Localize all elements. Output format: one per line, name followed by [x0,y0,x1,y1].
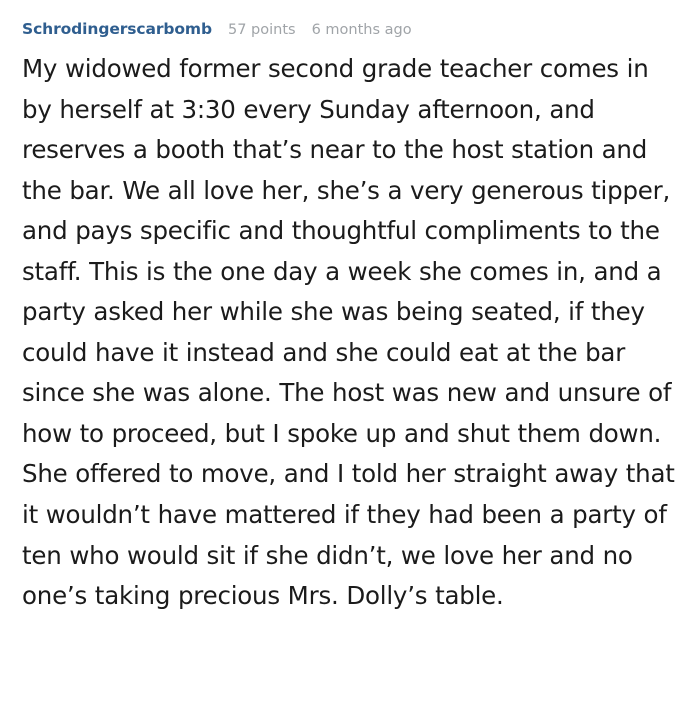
comment-points: 57 points [227,22,296,38]
comment-body-text: My widowed former second grade teacher comes in by herself at 3:30 every Sunday afternoon, and reserves a booth that’s near to the host station and the bar. We all love her, she’s a very generous tipper, and pays specific and thoughtful compliments to the staff. This is the one day a week she comes in, and a party asked her while she was being seated, if they could have it instead and she could eat at the bar since she was alone. The host was new and unsure of how to proceed, but I spoke up and shut them down. She offered to move, and I told her straight away that it wouldn’t have mattered if they had been a party of ten who would sit if she didn’t, we love her and no one’s taking precious Mrs. Dolly’s table. [22,54,675,611]
comment-author-link[interactable]: Schrodingerscarbomb [22,20,212,38]
comment-timestamp: 6 months ago [311,22,412,38]
comment-header [22,20,678,38]
